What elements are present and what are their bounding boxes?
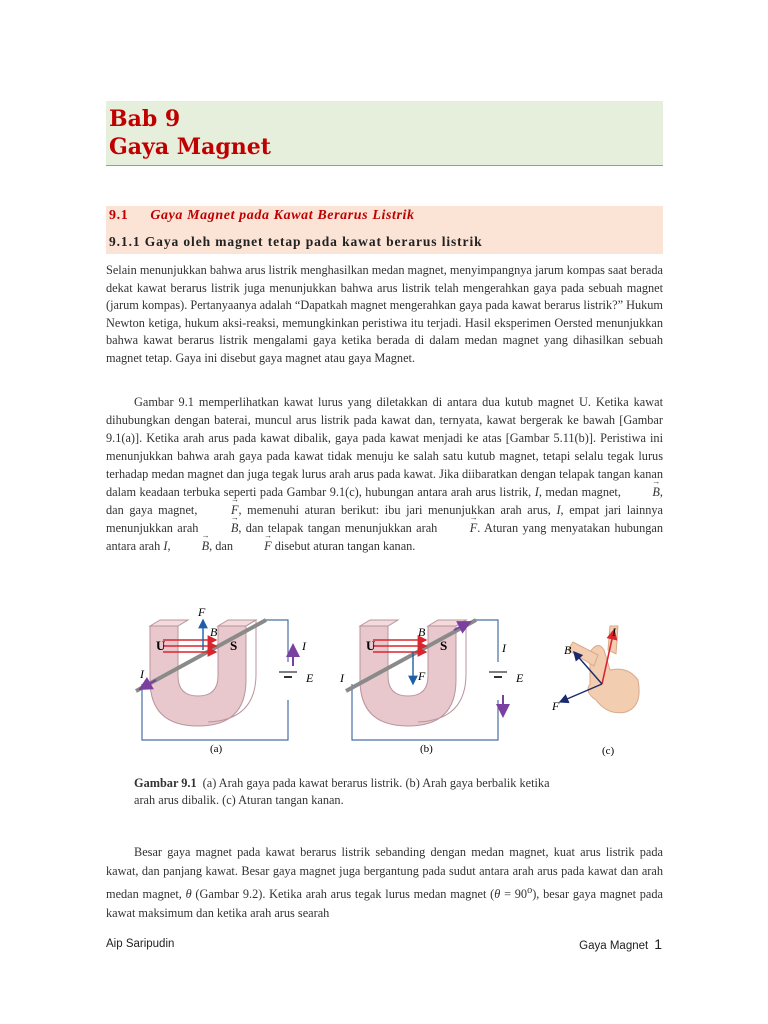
b-panel-label: (b) <box>420 743 433 755</box>
a-current-label: I <box>302 639 306 653</box>
a-south-label: S <box>230 638 238 653</box>
a-field-label: B <box>210 625 218 639</box>
paragraph-2: Gambar 9.1 memperlihatkan kawat lurus yang diletakkan di antara dua kutub magnet U. Ketika kawat dihubungkan dengan baterai, muncul arus listrik pada kawat dan, ternyata, kawat bergerak ke bawah [Gambar 9.1(a)]. Ketika arah arus pada kawat dibalik, gaya pada kawat menjadi ke atas [Gambar 5.11(b)]. Peristiwa ini menunjukkan bahwa arah gaya pada kawat tidak menuju ke salah satu kutub magnet, tetapi selalu tegak lurus terhadap medan magnet dan juga tegak lurus arah arus pada kawat. Jika diibaratkan dengan telapak tangan kanan dalam keadaan terbuka seperti pada Gambar 9.1(c), hubungan antara arah arus listrik, I, medan magnet, → B, dan gaya magnet, → F, memenuhi aturan berikut: ibu jari menunjukkan arah arus, I, empat jari lainnya menunjukkan arah → B, dan telapak tangan menunjukkan arah → F. Aturan yang menyatakan hubungan antara arah I, → B, dan → F disebut aturan tangan kanan. <box>106 393 663 555</box>
a-panel-label: (a) <box>210 743 223 755</box>
a-source-label: E <box>306 671 314 685</box>
figure-caption <box>134 775 644 809</box>
figure-9-1 <box>128 600 643 770</box>
section-number: 9.1 <box>109 208 129 223</box>
footer-author: Aip Saripudin <box>106 938 175 950</box>
a-north-label: U <box>156 638 166 653</box>
section-title: Gaya Magnet pada Kawat Berarus Listrik <box>150 208 415 223</box>
section-heading <box>109 208 415 224</box>
caption-text-1: (a) Arah gaya pada kawat berarus listrik. (b) Arah gaya berbalik ketika <box>202 776 550 790</box>
b-south-label: S <box>440 638 448 653</box>
c-current-label: I <box>612 625 616 639</box>
chapter-title: Gaya Magnet <box>109 134 271 160</box>
c-panel-label: (c) <box>602 745 615 757</box>
b-wire-current-label: I <box>340 671 344 685</box>
b-current-label: I <box>502 641 506 655</box>
footer-chapter <box>579 936 662 952</box>
page-number: 1 <box>654 936 662 952</box>
b-source-label: E <box>516 671 524 685</box>
c-field-label: B <box>564 643 572 657</box>
c-force-label: F <box>552 699 560 713</box>
b-field-label: B <box>418 625 426 639</box>
chapter-header <box>106 101 663 166</box>
panel-c <box>551 625 639 757</box>
figure-svg <box>128 600 643 770</box>
panel-a <box>136 605 314 755</box>
subsection-number: 9.1.1 <box>109 234 141 249</box>
caption-label: Gambar 9.1 <box>134 776 197 790</box>
footer-title: Gaya Magnet <box>579 940 649 952</box>
paragraph-3: Besar gaya magnet pada kawat berarus listrik sebanding dengan medan magnet, kuat arus listrik pada kawat, dan panjang kawat. Besar gaya magnet juga bergantung pada sudut antara arah arus pada kawat dan arah medan magnet, θ (Gambar 9.2). Ketika arah arus tegak lurus medan magnet $(\theta = 90^o)$, besar gaya magnet pada kawat maksimum dan ketika arah arus searah <box>106 845 664 921</box>
b-force-label: F <box>418 669 426 683</box>
chapter-number: Bab 9 <box>109 106 181 132</box>
caption-text-2: arah arus dibalik. (c) Aturan tangan kanan. <box>134 793 344 807</box>
subsection-heading <box>109 234 483 250</box>
b-north-label: U <box>366 638 376 653</box>
paragraph-1: Selain menunjukkan bahwa arus listrik menghasilkan medan magnet, menyimpangnya jarum kompas saat berada dekat kawat berarus listrik juga menunjukkan bahwa arus listrik telah mengerahkan gaya pada sebuah magnet (jarum kompas). Pertanyaanya adalah “Dapatkah magnet mengerahkan gaya pada kawat berarus listrik?” Hukum Newton ketiga, hukum aksi-reaksi, memungkinkan peristiwa itu terjadi. Hasil eksperimen Oersted menunjukkan bahwa kawat berarus listrik mengalami gaya ketika berada di dalam medan magnet yang dihasilkan sebuah magnet tetap. Gaya ini disebut gaya magnet atau gaya Magnet. <box>106 263 663 365</box>
section-header <box>106 206 663 254</box>
panel-b <box>339 620 524 755</box>
a-force-label: F <box>198 605 206 619</box>
a-wire-current-label: I <box>140 667 144 681</box>
subsection-title: Gaya oleh magnet tetap pada kawat berarus listrik <box>144 234 483 249</box>
